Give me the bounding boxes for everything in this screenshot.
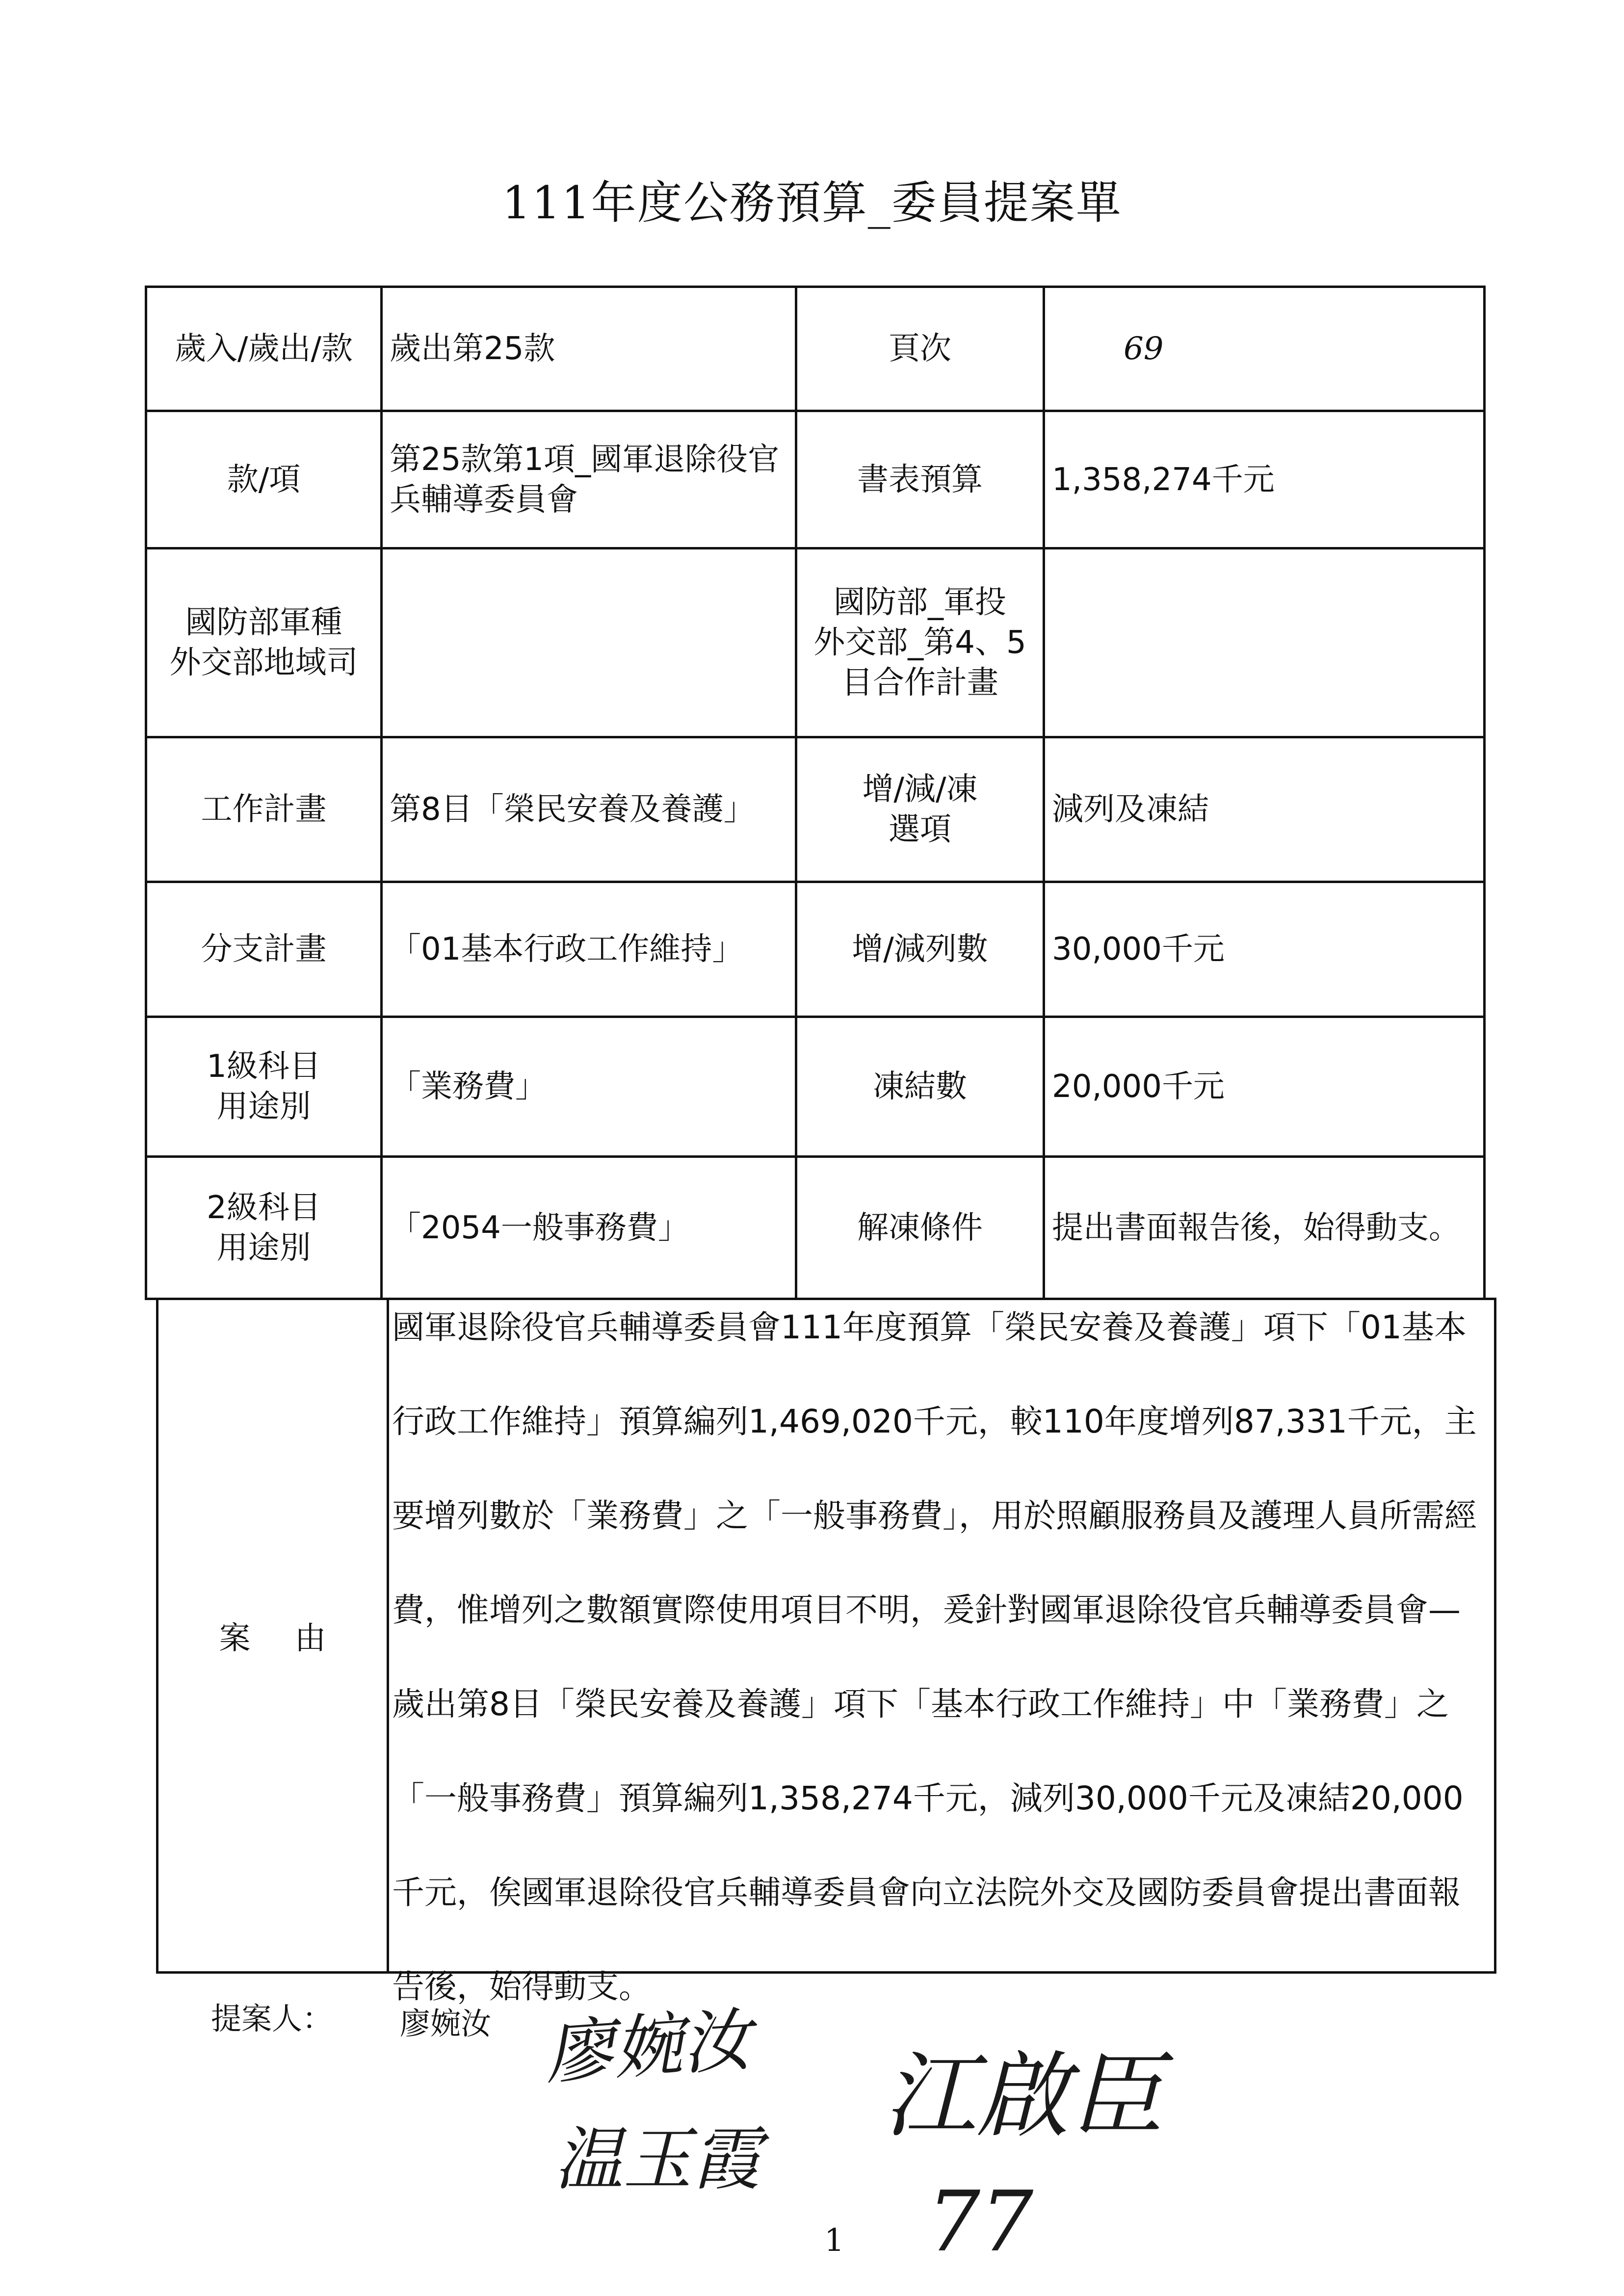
field-label: 歲入/歲出/款 <box>146 287 382 411</box>
reason-text: 國軍退除役官兵輔導委員會111年度預算「榮民安養及養護」項下「01基本行政工作維持」預算編列1,469,020千元，較110年度增列87,331千元，主要增列數於「業務費」之「一般事務費」，用於照顧服務員及護理人員所需經費，惟增列之數額實際使用項目不明，爰針對國軍退除役官兵輔導委員會—歲出第8目「榮民安養及養護」項下「基本行政工作維持」中「業務費」之「一般事務費」預算編列1,358,274千元，減列30,000千元及凍結20,000千元，俟國軍退除役官兵輔導委員會向立法院外交及國防委員會提出書面報告後，始得動支。 <box>392 1308 1477 2006</box>
form-row <box>146 287 1485 411</box>
field-value: 「01基本行政工作維持」 <box>382 882 796 1017</box>
field-value <box>382 548 796 737</box>
handwritten-mark: 77 <box>927 2173 1034 2270</box>
field-value: 「2054一般事務費」 <box>382 1157 796 1299</box>
form-row <box>146 411 1485 548</box>
field-label: 分支計畫 <box>146 882 382 1017</box>
handwritten-signature: 江啟臣 <box>883 2042 1163 2150</box>
field-value: 減列及凍結 <box>1044 737 1485 882</box>
reason-label: 案由 <box>158 1300 389 1971</box>
field-label: 款/項 <box>146 411 382 548</box>
form-row <box>146 882 1485 1017</box>
handwritten-signature: 廖婉汝 <box>542 2000 754 2094</box>
field-label: 頁次 <box>796 287 1044 411</box>
field-label: 增/減列數 <box>796 882 1044 1017</box>
field-value: 第8目「榮民安養及養護」 <box>382 737 796 882</box>
proposer-label: 提案人： <box>211 2001 333 2036</box>
field-label: 1級科目 用途別 <box>146 1017 382 1157</box>
field-value: 第25款第1項_國軍退除役官兵輔導委員會 <box>382 411 796 548</box>
field-value: 提出書面報告後，始得動支。 <box>1044 1157 1485 1299</box>
field-value: 69 <box>1044 287 1485 411</box>
field-value: 1,358,274千元 <box>1044 411 1485 548</box>
field-label: 書表預算 <box>796 411 1044 548</box>
field-value: 20,000千元 <box>1044 1017 1485 1157</box>
field-value: 「業務費」 <box>382 1017 796 1157</box>
field-label: 凍結數 <box>796 1017 1044 1157</box>
form-row <box>146 548 1485 737</box>
proposal-form-table <box>145 286 1486 1300</box>
proposer-name: 廖婉汝 <box>400 2006 492 2041</box>
reason-section <box>156 1298 1496 2006</box>
field-label: 2級科目 用途別 <box>146 1157 382 1299</box>
field-label: 工作計畫 <box>146 737 382 882</box>
field-label: 增/減/凍 選項 <box>796 737 1044 882</box>
field-label: 國防部軍種 外交部地域司 <box>146 548 382 737</box>
handwritten-signature: 温玉霞 <box>554 2120 761 2200</box>
field-label: 解凍條件 <box>796 1157 1044 1299</box>
form-row <box>146 1157 1485 1299</box>
form-row <box>146 1017 1485 1157</box>
form-row <box>146 737 1485 882</box>
field-value: 歲出第25款 <box>382 287 796 411</box>
field-value: 30,000千元 <box>1044 882 1485 1017</box>
page-title: 111年度公務預算_委員提案單 <box>502 177 1122 229</box>
field-label: 國防部_軍投 外交部_第4、5目合作計畫 <box>796 548 1044 737</box>
field-value <box>1044 548 1485 737</box>
page-number: 1 <box>824 2222 844 2259</box>
